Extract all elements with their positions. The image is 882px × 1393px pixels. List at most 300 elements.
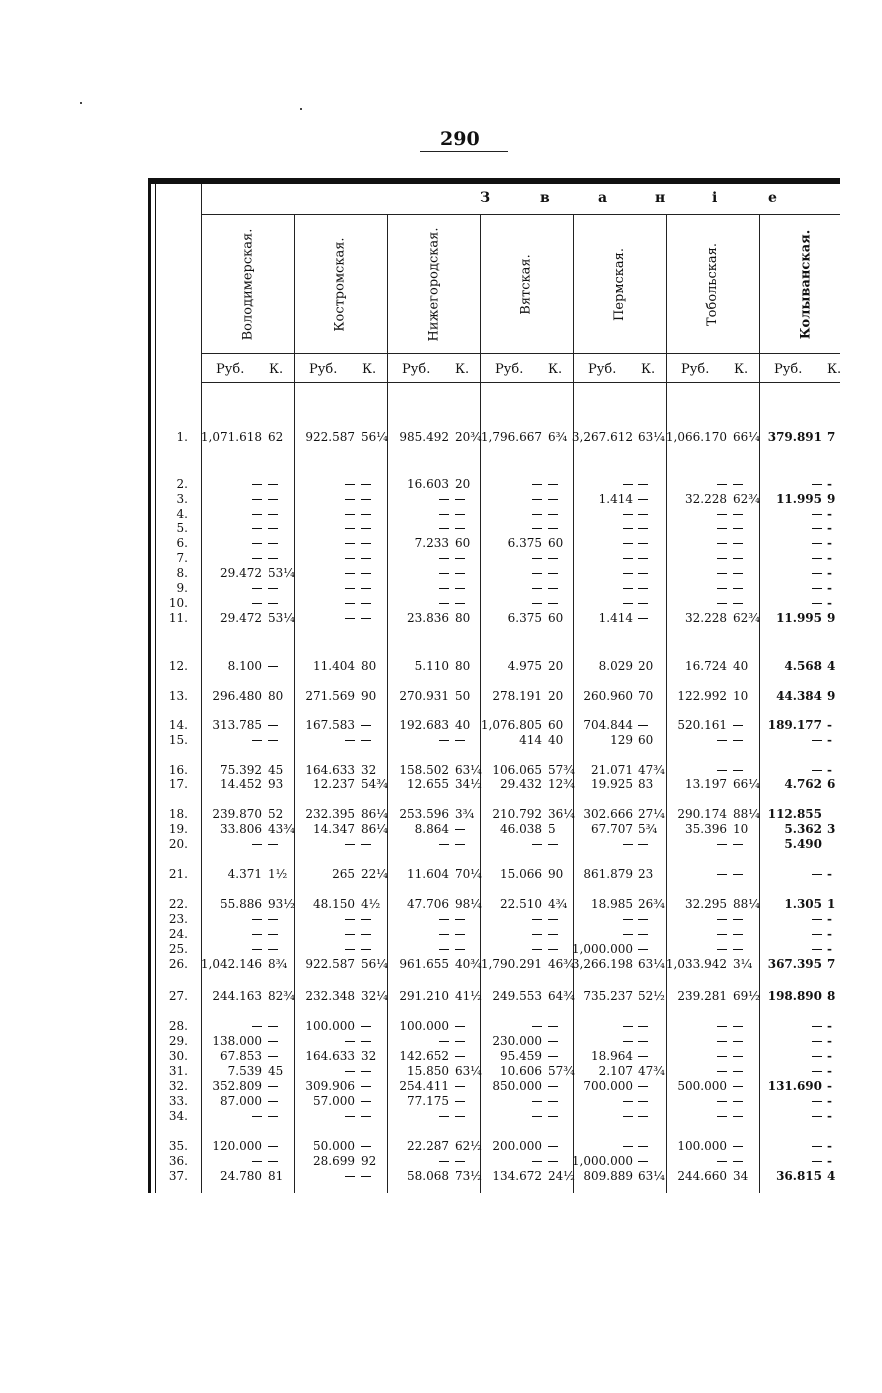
kopecks-dash <box>638 507 648 521</box>
kopecks-dash <box>268 1049 278 1063</box>
kopecks-value: - <box>827 1109 832 1123</box>
kopecks-dash <box>548 507 558 521</box>
rubles-dash <box>345 566 355 580</box>
kopecks-value: 60 <box>548 718 564 732</box>
rubles-dash <box>717 507 727 521</box>
kopecks-dash <box>548 492 558 506</box>
kopecks-value: 60 <box>548 536 564 550</box>
kopecks-value: 53¼ <box>268 611 295 625</box>
row-number: 23. <box>168 912 188 926</box>
rubles-dash <box>532 942 542 956</box>
rubles-dash <box>345 1169 355 1183</box>
kopecks-value: - <box>827 912 832 926</box>
kopecks-dash <box>548 477 558 491</box>
rubles-value: 29.472 <box>220 611 262 625</box>
kopecks-dash <box>548 551 558 565</box>
rubles-dash <box>623 596 633 610</box>
rubles-value: 414 <box>519 733 542 747</box>
kopecks-value: - <box>827 477 832 491</box>
rub-unit: Руб. <box>588 362 617 377</box>
rubles-dash <box>532 581 542 595</box>
kopecks-value: 90 <box>548 867 564 881</box>
rubles-value: 379.891 <box>767 430 822 444</box>
kopecks-dash <box>733 521 743 535</box>
kopecks-dash <box>361 942 371 956</box>
kopecks-value: - <box>827 581 832 595</box>
rubles-dash <box>717 763 727 777</box>
rubles-value: 44.384 <box>776 689 822 703</box>
rubles-dash <box>812 763 822 777</box>
kopecks-value: 80 <box>268 689 284 703</box>
title-letter: і <box>712 190 718 206</box>
kopecks-value: - <box>827 1064 832 1078</box>
kopecks-dash <box>268 1154 278 1168</box>
kopecks-dash <box>268 581 278 595</box>
rubles-value: 6.375 <box>507 536 542 550</box>
rubles-value: 5.362 <box>784 822 822 836</box>
rubles-value: 961.655 <box>399 957 449 971</box>
kopecks-dash <box>638 1079 648 1093</box>
rubles-value: 19.925 <box>591 777 633 791</box>
kopecks-dash <box>638 492 648 506</box>
governorate-header <box>228 224 268 344</box>
rubles-value: 313.785 <box>212 718 262 732</box>
kopecks-dash <box>455 551 465 565</box>
rubles-dash <box>717 1019 727 1033</box>
rubles-dash <box>345 927 355 941</box>
rubles-value: 35.396 <box>685 822 727 836</box>
row-number: 22. <box>168 897 188 911</box>
page-number-rule <box>420 151 508 152</box>
rubles-dash <box>717 942 727 956</box>
rubles-value: 32.228 <box>685 492 727 506</box>
kopecks-dash <box>361 611 371 625</box>
kopecks-dash <box>733 912 743 926</box>
rubles-dash <box>812 1109 822 1123</box>
rubles-dash <box>717 566 727 580</box>
kopecks-dash <box>268 551 278 565</box>
kopecks-value: - <box>827 927 832 941</box>
kopecks-dash <box>733 867 743 881</box>
rubles-value: 12.655 <box>407 777 449 791</box>
kopecks-dash <box>268 733 278 747</box>
kopecks-dash <box>548 942 558 956</box>
kopecks-value: 60 <box>638 733 654 747</box>
rubles-value: 22.287 <box>407 1139 449 1153</box>
rubles-value: 11.995 <box>776 492 822 506</box>
governorate-header <box>507 224 547 344</box>
kopecks-value: 52 <box>268 807 284 821</box>
rubles-value: 24.780 <box>220 1169 262 1183</box>
rubles-value: 22.510 <box>500 897 542 911</box>
row-number: 8. <box>176 566 188 580</box>
table-left-inner-border <box>155 184 156 1193</box>
kopecks-value: 3¼ <box>733 957 753 971</box>
kopecks-dash <box>455 1034 465 1048</box>
kopecks-dash <box>268 1109 278 1123</box>
rubles-value: 29.472 <box>220 566 262 580</box>
kopecks-dash <box>361 536 371 550</box>
rubles-dash <box>812 1019 822 1033</box>
kopecks-value: 81 <box>268 1169 284 1183</box>
kop-unit: К. <box>269 362 284 377</box>
kopecks-dash <box>548 1019 558 1033</box>
rubles-value: 11.604 <box>407 867 449 881</box>
rubles-dash <box>717 867 727 881</box>
rubles-dash <box>439 733 449 747</box>
kopecks-value: 56¼ <box>361 430 388 444</box>
row-number: 27. <box>168 989 188 1003</box>
rubles-value: 47.706 <box>407 897 449 911</box>
kopecks-value: 6 <box>827 777 836 791</box>
rubles-dash <box>623 581 633 595</box>
rubles-dash <box>252 596 262 610</box>
kopecks-dash <box>638 596 648 610</box>
kopecks-dash <box>733 1034 743 1048</box>
kopecks-value: 4½ <box>361 897 381 911</box>
rubles-dash <box>532 1154 542 1168</box>
governorate-name: Вятская. <box>519 253 534 315</box>
kopecks-dash <box>361 912 371 926</box>
rubles-dash <box>812 536 822 550</box>
kopecks-dash <box>638 1049 648 1063</box>
kopecks-value: 20 <box>548 689 564 703</box>
rubles-dash <box>252 551 262 565</box>
rubles-value: 352.809 <box>212 1079 262 1093</box>
kopecks-dash <box>548 1139 558 1153</box>
kopecks-dash <box>455 1019 465 1033</box>
rubles-dash <box>812 867 822 881</box>
table-left-border <box>148 178 151 1193</box>
rubles-value: 1,076.805 <box>480 718 542 732</box>
rubles-dash <box>812 942 822 956</box>
kopecks-value: 10 <box>733 822 749 836</box>
rubles-dash <box>252 507 262 521</box>
kopecks-dash <box>733 566 743 580</box>
rubles-dash <box>532 1109 542 1123</box>
row-number: 6. <box>176 536 188 550</box>
kopecks-value: 36¼ <box>548 807 575 821</box>
rubles-dash <box>345 596 355 610</box>
rubles-value: 12.237 <box>313 777 355 791</box>
rubles-dash <box>252 492 262 506</box>
kopecks-dash <box>268 718 278 732</box>
rubles-dash <box>717 536 727 550</box>
row-number: 3. <box>176 492 188 506</box>
rubles-value: 7.233 <box>414 536 449 550</box>
kopecks-value: 6¾ <box>548 430 568 444</box>
kopecks-value: 40¾ <box>455 957 482 971</box>
rubles-value: 29.432 <box>500 777 542 791</box>
rubles-value: 296.480 <box>212 689 262 703</box>
kopecks-value: 62½ <box>455 1139 482 1153</box>
rubles-value: 164.633 <box>305 1049 355 1063</box>
rubles-value: 8.864 <box>414 822 449 836</box>
kop-unit: К. <box>455 362 470 377</box>
rubles-dash <box>717 1154 727 1168</box>
kopecks-dash <box>548 521 558 535</box>
rubles-dash <box>345 581 355 595</box>
rubles-value: 232.348 <box>305 989 355 1003</box>
kopecks-dash <box>455 596 465 610</box>
rubles-dash <box>623 477 633 491</box>
table-top-border <box>148 178 840 184</box>
rub-unit: Руб. <box>402 362 431 377</box>
rubles-value: 100.000 <box>399 1019 449 1033</box>
kopecks-value: 10 <box>733 689 749 703</box>
governorate-header <box>600 224 640 344</box>
rubles-dash <box>812 1139 822 1153</box>
kopecks-value: 53¼ <box>268 566 295 580</box>
rubles-dash <box>812 1049 822 1063</box>
rubles-dash <box>252 1109 262 1123</box>
kopecks-dash <box>733 1109 743 1123</box>
kopecks-value: 7 <box>827 430 836 444</box>
rubles-value: 244.660 <box>677 1169 727 1183</box>
kopecks-dash <box>268 536 278 550</box>
rubles-dash <box>623 1019 633 1033</box>
rubles-dash <box>439 581 449 595</box>
rubles-value: 33.806 <box>220 822 262 836</box>
kopecks-dash <box>733 837 743 851</box>
rubles-dash <box>252 912 262 926</box>
title-letter: н <box>655 190 666 206</box>
column-divider <box>573 214 574 1193</box>
kopecks-dash <box>268 507 278 521</box>
rubles-value: 122.992 <box>677 689 727 703</box>
kop-unit: К. <box>827 362 842 377</box>
kopecks-value: 43¾ <box>268 822 295 836</box>
kopecks-value: 40 <box>733 659 749 673</box>
kopecks-dash <box>268 927 278 941</box>
rubles-dash <box>717 733 727 747</box>
rubles-value: 36.815 <box>776 1169 822 1183</box>
kopecks-dash <box>455 942 465 956</box>
kopecks-dash <box>455 837 465 851</box>
kopecks-dash <box>638 611 648 625</box>
title-letter: З <box>480 190 491 206</box>
rubles-dash <box>623 1139 633 1153</box>
rubles-value: 230.000 <box>492 1034 542 1048</box>
rubles-value: 32.228 <box>685 611 727 625</box>
row-number: 20. <box>168 837 188 851</box>
kopecks-dash <box>548 1154 558 1168</box>
rubles-dash <box>345 912 355 926</box>
kopecks-value: 4 <box>827 1169 836 1183</box>
kopecks-dash <box>548 566 558 580</box>
row-number: 16. <box>168 763 188 777</box>
column-divider <box>294 214 295 1193</box>
column-divider <box>759 214 760 1193</box>
rubles-value: 14.347 <box>313 822 355 836</box>
rubles-value: 520.161 <box>677 718 727 732</box>
kopecks-dash <box>733 1094 743 1108</box>
kopecks-value: 60 <box>548 611 564 625</box>
governorate-name: Колыванская. <box>798 229 813 339</box>
rubles-value: 239.870 <box>212 807 262 821</box>
kopecks-dash <box>361 1139 371 1153</box>
rubles-dash <box>532 1094 542 1108</box>
rubles-value: 1,066.170 <box>665 430 727 444</box>
kopecks-dash <box>638 551 648 565</box>
kopecks-value: 20 <box>638 659 654 673</box>
rubles-value: 2.107 <box>598 1064 633 1078</box>
rubles-value: 1,000.000 <box>571 942 633 956</box>
kopecks-dash <box>361 492 371 506</box>
rubles-value: 4.975 <box>507 659 542 673</box>
kopecks-dash <box>733 1019 743 1033</box>
rubles-dash <box>623 927 633 941</box>
kopecks-dash <box>361 1169 371 1183</box>
kopecks-value: 82¾ <box>268 989 295 1003</box>
kopecks-value: 23 <box>638 867 654 881</box>
kopecks-value: 4¾ <box>548 897 568 911</box>
rubles-value: 77.175 <box>407 1094 449 1108</box>
governorate-header <box>786 224 826 344</box>
rubles-dash <box>812 912 822 926</box>
rubles-dash <box>812 1154 822 1168</box>
kopecks-dash <box>733 1049 743 1063</box>
kopecks-dash <box>733 733 743 747</box>
rubles-value: 142.652 <box>399 1049 449 1063</box>
rubles-value: 249.553 <box>492 989 542 1003</box>
kopecks-value: 70 <box>638 689 654 703</box>
kopecks-value: 1 <box>827 897 836 911</box>
rubles-dash <box>252 1019 262 1033</box>
kopecks-dash <box>455 927 465 941</box>
kopecks-value: 9 <box>827 611 836 625</box>
kopecks-value: - <box>827 521 832 535</box>
rubles-dash <box>812 927 822 941</box>
kopecks-dash <box>733 763 743 777</box>
kopecks-value: 5 <box>548 822 556 836</box>
rubles-value: 112.855 <box>767 807 822 821</box>
rubles-value: 23.836 <box>407 611 449 625</box>
row-number: 33. <box>168 1094 188 1108</box>
row-number: 37. <box>168 1169 188 1183</box>
kop-unit: К. <box>641 362 656 377</box>
governorate-name: Володимерская. <box>240 228 256 340</box>
kopecks-dash <box>733 536 743 550</box>
governorate-header <box>693 224 733 344</box>
rubles-dash <box>345 1034 355 1048</box>
kopecks-value: - <box>827 507 832 521</box>
kopecks-dash <box>361 1034 371 1048</box>
row-number: 34. <box>168 1109 188 1123</box>
kopecks-dash <box>548 1109 558 1123</box>
rubles-value: 95.459 <box>500 1049 542 1063</box>
kopecks-value: 32 <box>361 763 377 777</box>
kopecks-value: - <box>827 536 832 550</box>
kopecks-value: - <box>827 1094 832 1108</box>
kopecks-dash <box>268 477 278 491</box>
kopecks-value: 24½ <box>548 1169 575 1183</box>
rubles-dash <box>532 492 542 506</box>
row-number: 31. <box>168 1064 188 1078</box>
row-number: 19. <box>168 822 188 836</box>
rubles-value: 922.587 <box>305 430 355 444</box>
rubles-dash <box>345 611 355 625</box>
kopecks-value: 54¾ <box>361 777 388 791</box>
kopecks-dash <box>548 837 558 851</box>
rubles-value: 291.210 <box>399 989 449 1003</box>
kopecks-dash <box>638 536 648 550</box>
rubles-value: 120.000 <box>212 1139 262 1153</box>
kopecks-value: - <box>827 1019 832 1033</box>
kopecks-value: - <box>827 942 832 956</box>
rubles-value: 11.404 <box>313 659 355 673</box>
kopecks-value: 63¼ <box>455 1064 482 1078</box>
rubles-value: 129 <box>610 733 633 747</box>
row-number: 35. <box>168 1139 188 1153</box>
title-letter: а <box>598 190 608 206</box>
rubles-value: 1,790.291 <box>480 957 542 971</box>
rubles-value: 32.295 <box>685 897 727 911</box>
rubles-value: 15.066 <box>500 867 542 881</box>
rubles-dash <box>717 521 727 535</box>
rubles-dash <box>252 477 262 491</box>
rubles-value: 15.850 <box>407 1064 449 1078</box>
kopecks-value: - <box>827 1154 832 1168</box>
governorate-name: Пермская. <box>612 247 627 321</box>
kopecks-dash <box>361 551 371 565</box>
rubles-dash <box>812 551 822 565</box>
rubles-dash <box>812 1064 822 1078</box>
kopecks-dash <box>733 581 743 595</box>
rub-unit: Руб. <box>495 362 524 377</box>
kopecks-dash <box>361 521 371 535</box>
kopecks-value: 9 <box>827 689 836 703</box>
rubles-dash <box>623 521 633 535</box>
kopecks-dash <box>455 507 465 521</box>
kopecks-dash <box>268 912 278 926</box>
rubles-value: 167.583 <box>305 718 355 732</box>
title-letter: е <box>768 190 777 206</box>
rubles-dash <box>812 596 822 610</box>
rubles-dash <box>345 733 355 747</box>
rubles-value: 232.395 <box>305 807 355 821</box>
row-number: 10. <box>168 596 188 610</box>
rubles-dash <box>532 596 542 610</box>
kop-unit: К. <box>362 362 377 377</box>
kopecks-dash <box>548 1079 558 1093</box>
kopecks-value: 27¼ <box>638 807 665 821</box>
column-divider <box>480 214 481 1193</box>
rubles-dash <box>532 566 542 580</box>
rubles-value: 254.411 <box>399 1079 449 1093</box>
row-number: 12. <box>168 659 188 673</box>
kopecks-dash <box>455 581 465 595</box>
kopecks-dash <box>268 521 278 535</box>
rubles-value: 28.699 <box>313 1154 355 1168</box>
rubles-dash <box>717 927 727 941</box>
kopecks-dash <box>268 596 278 610</box>
rubles-dash <box>623 536 633 550</box>
row-number: 32. <box>168 1079 188 1093</box>
speck <box>300 108 302 110</box>
rubles-value: 271.569 <box>305 689 355 703</box>
kopecks-value: - <box>827 1049 832 1063</box>
kopecks-value: - <box>827 596 832 610</box>
kopecks-value: 41½ <box>455 989 482 1003</box>
rubles-dash <box>345 507 355 521</box>
kopecks-dash <box>548 581 558 595</box>
rubles-value: 198.890 <box>767 989 822 1003</box>
rubles-value: 5.110 <box>414 659 449 673</box>
kopecks-value: 69½ <box>733 989 760 1003</box>
rubles-value: 290.174 <box>677 807 727 821</box>
kopecks-dash <box>268 659 278 673</box>
